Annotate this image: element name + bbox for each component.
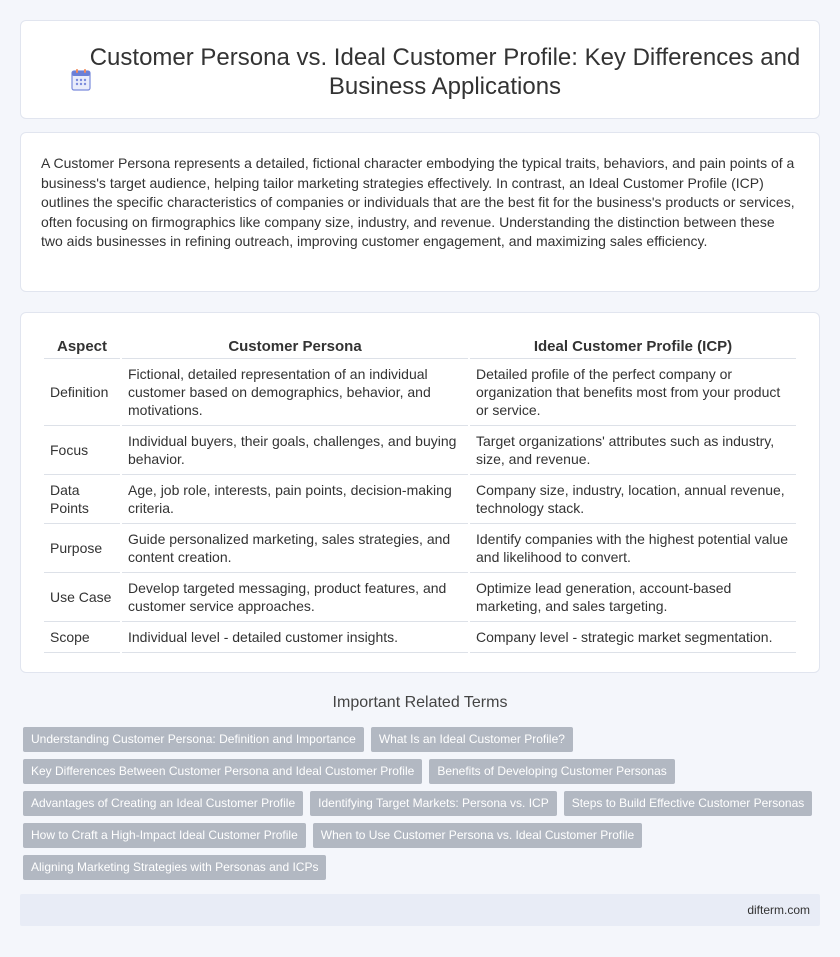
related-term-link[interactable]: Key Differences Between Customer Persona and Ideal Customer Profile: [23, 759, 422, 784]
cell-aspect: Scope: [44, 622, 120, 653]
table-row: [44, 573, 796, 622]
intro-card: [20, 132, 820, 292]
related-term-link[interactable]: Benefits of Developing Customer Personas: [429, 759, 674, 784]
cell-persona: Guide personalized marketing, sales strategies, and content creation.: [122, 524, 468, 573]
cell-aspect: Purpose: [44, 524, 120, 573]
header-customer-persona: Customer Persona: [122, 333, 468, 359]
cell-persona: Individual level - detailed customer insights.: [122, 622, 468, 653]
related-term-link[interactable]: Understanding Customer Persona: Definition and Importance: [23, 727, 364, 752]
cell-icp: Company level - strategic market segmentation.: [470, 622, 796, 653]
cell-persona: Individual buyers, their goals, challenges, and buying behavior.: [122, 426, 468, 475]
intro-paragraph: A Customer Persona represents a detailed, fictional character embodying the typical traits, behaviors, and pain points of a business's target audience, helping tailor marketing strategies effectively. In contrast, an Ideal Customer Profile (ICP) outlines the specific characteristics of companies or individuals that are the best fit for the business's products or services, often focusing on firmographics like company size, industry, and revenue. Understanding the distinction between these two aids businesses in refining outreach, improving customer engagement, and maximizing sales efficiency.: [41, 155, 795, 249]
page-title: Customer Persona vs. Ideal Customer Profile: Key Differences and Business Applications: [89, 44, 801, 100]
table-row: [44, 622, 796, 653]
cell-persona: Develop targeted messaging, product features, and customer service approaches.: [122, 573, 468, 622]
comparison-table-card: [20, 312, 820, 673]
table-row: [44, 524, 796, 573]
cell-aspect: Focus: [44, 426, 120, 475]
related-term-link[interactable]: Advantages of Creating an Ideal Customer Profile: [23, 791, 303, 816]
cell-aspect: Use Case: [44, 573, 120, 622]
header-aspect: Aspect: [44, 333, 120, 359]
table-header-row: [44, 333, 796, 359]
cell-persona: Age, job role, interests, pain points, decision-making criteria.: [122, 475, 468, 524]
cell-icp: Target organizations' attributes such as industry, size, and revenue.: [470, 426, 796, 475]
related-term-link[interactable]: How to Craft a High-Impact Ideal Customer Profile: [23, 823, 306, 848]
related-term-link[interactable]: Aligning Marketing Strategies with Personas and ICPs: [23, 855, 326, 880]
related-terms-heading: Important Related Terms: [332, 694, 508, 711]
related-term-link[interactable]: When to Use Customer Persona vs. Ideal Customer Profile: [313, 823, 642, 848]
related-term-link[interactable]: Steps to Build Effective Customer Personas: [564, 791, 813, 816]
table-row: [44, 426, 796, 475]
table-row: [44, 359, 796, 426]
cell-aspect: Definition: [44, 359, 120, 426]
related-term-link[interactable]: Identifying Target Markets: Persona vs. ICP: [310, 791, 557, 816]
header-icp: Ideal Customer Profile (ICP): [470, 333, 796, 359]
cell-icp: Identify companies with the highest potential value and likelihood to convert.: [470, 524, 796, 573]
cell-icp: Optimize lead generation, account-based marketing, and sales targeting.: [470, 573, 796, 622]
related-terms-list: [23, 727, 823, 887]
cell-icp: Company size, industry, location, annual revenue, technology stack.: [470, 475, 796, 524]
related-term-link[interactable]: What Is an Ideal Customer Profile?: [371, 727, 573, 752]
cell-icp: Detailed profile of the perfect company or organization that benefits most from your product or service.: [470, 359, 796, 426]
table-row: [44, 475, 796, 524]
title-card: [20, 20, 820, 119]
footer-site-name[interactable]: difterm.com: [747, 903, 810, 917]
comparison-table: [42, 333, 798, 653]
footer: [20, 894, 820, 926]
cell-aspect: Data Points: [44, 475, 120, 524]
cell-persona: Fictional, detailed representation of an individual customer based on demographics, behavior, and motivations.: [122, 359, 468, 426]
